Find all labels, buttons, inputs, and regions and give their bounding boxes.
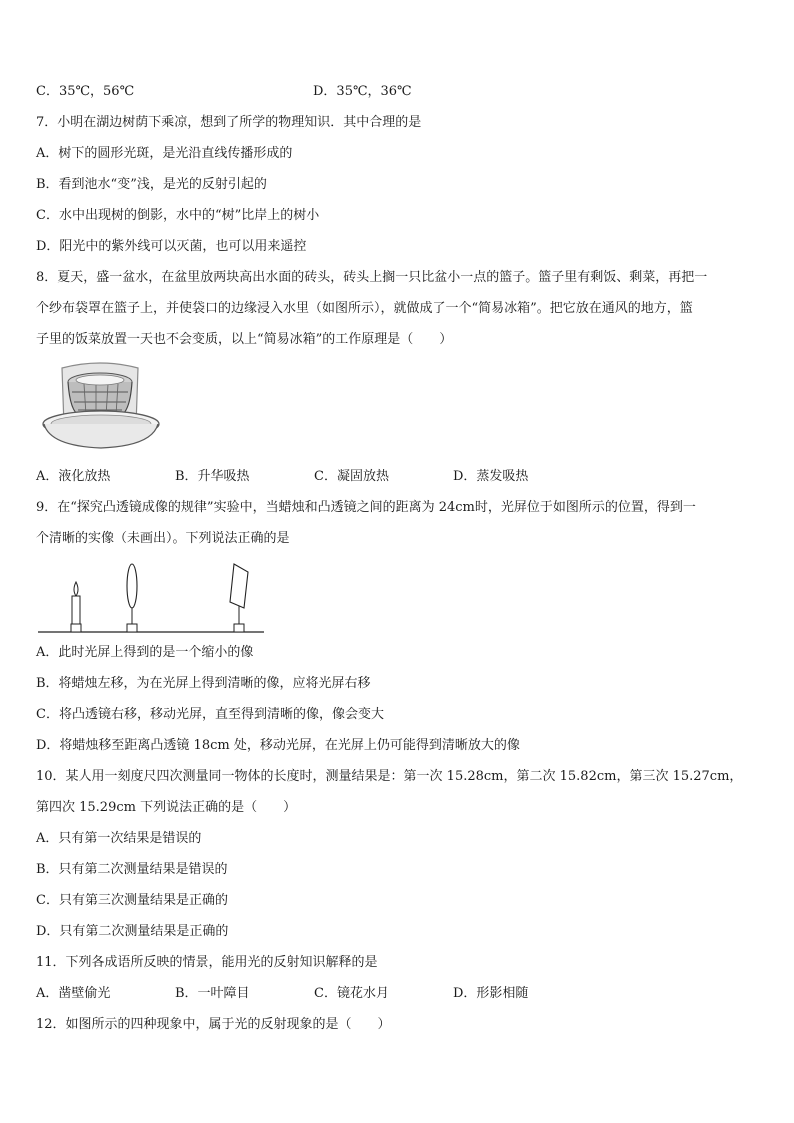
- q8-stem-line-2: 个纱布袋罩在篮子上，并使袋口的边缘浸入水里（如图所示），就做成了一个“简易冰箱”。把它放在通风的地方，篮: [36, 301, 693, 316]
- q8-option-d: D．蒸发吸热: [453, 469, 529, 484]
- q11-option-d: D．形影相随: [453, 986, 529, 1001]
- simple-fridge-figure: [40, 360, 162, 456]
- q12-stem: 12．如图所示的四种现象中，属于光的反射现象的是（ ）: [36, 1017, 391, 1032]
- q6-option-d: D．35℃，36℃: [313, 84, 412, 99]
- q8-option-a: A．液化放热: [36, 469, 111, 484]
- q10-option-c: C．只有第三次测量结果是正确的: [36, 893, 228, 908]
- q7-option-c: C．水中出现树的倒影，水中的“树”比岸上的树小: [36, 208, 320, 223]
- q7-option-a: A．树下的圆形光斑，是光沿直线传播形成的: [36, 146, 293, 161]
- q8-option-c: C．凝固放热: [314, 469, 389, 484]
- q9-option-c: C．将凸透镜右移，移动光屏，直至得到清晰的像，像会变大: [36, 707, 384, 722]
- q7-stem: 7．小明在湖边树荫下乘凉，想到了所学的物理知识．其中合理的是: [36, 115, 422, 130]
- q11-stem: 11．下列各成语所反映的情景，能用光的反射知识解释的是: [36, 955, 378, 970]
- q10-option-a: A．只有第一次结果是错误的: [36, 831, 202, 846]
- q7-option-d: D．阳光中的紫外线可以灭菌，也可以用来遥控: [36, 239, 307, 254]
- q9-stem-line-1: 9．在“探究凸透镜成像的规律”实验中，当蜡烛和凸透镜之间的距离为 24cm时，光屏位于如图所示的位置，得到一: [36, 500, 696, 515]
- q8-stem-line-3: 子里的饭菜放置一天也不会变质，以上“简易冰箱”的工作原理是（ ）: [36, 332, 453, 347]
- q10-option-b: B．只有第二次测量结果是错误的: [36, 862, 228, 877]
- q9-option-a: A．此时光屏上得到的是一个缩小的像: [36, 645, 254, 660]
- q10-option-d: D．只有第二次测量结果是正确的: [36, 924, 229, 939]
- q8-option-b: B．升华吸热: [175, 469, 250, 484]
- q11-option-c: C．镜花水月: [314, 986, 389, 1001]
- q11-option-b: B．一叶障目: [175, 986, 250, 1001]
- q10-stem-line-2: 第四次 15.29cm 下列说法正确的是（ ）: [36, 800, 297, 815]
- q7-option-b: B．看到池水“变”浅，是光的反射引起的: [36, 177, 267, 192]
- q8-stem-line-1: 8．夏天，盛一盆水，在盆里放两块高出水面的砖头，砖头上搁一只比盆小一点的篮子。篮子里有剩饭、剩菜，再把一: [36, 270, 708, 285]
- optical-bench-figure: [36, 560, 268, 636]
- q11-option-a: A．凿壁偷光: [36, 986, 111, 1001]
- q9-stem-line-2: 个清晰的实像（未画出）。下列说法正确的是: [36, 531, 290, 546]
- q6-option-c: C．35℃，56℃: [36, 84, 135, 99]
- q9-option-d: D．将蜡烛移至距离凸透镜 18cm 处，移动光屏，在光屏上仍可能得到清晰放大的像: [36, 738, 520, 753]
- q10-stem-line-1: 10．某人用一刻度尺四次测量同一物体的长度时，测量结果是：第一次 15.28cm，第二次 15.82cm，第三次 15.27cm，: [36, 769, 743, 784]
- q9-option-b: B．将蜡烛左移，为在光屏上得到清晰的像，应将光屏右移: [36, 676, 371, 691]
